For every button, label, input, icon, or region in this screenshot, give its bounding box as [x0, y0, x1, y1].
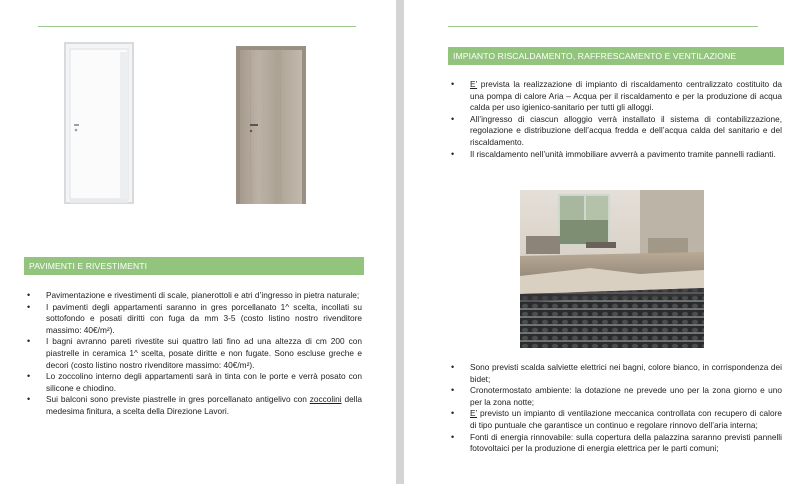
impianto-bullet-list-bottom: [448, 362, 782, 455]
list-item: • I bagni avranno pareti rivestite sui quattro lati fino ad una altezza di cm 200 con piastrelle in ceramica 1^ scelta, posate diritte e non fugate. Sono escluse greche e decori (costo listino nostro rivenditore massimo: 40€/m²).: [24, 336, 362, 371]
list-item: • Lo zoccolino interno degli appartamenti sarà in tinta con le porte e verrà posato con silicone e chiodino.: [24, 371, 362, 394]
pavimenti-bullet-list: [24, 290, 362, 418]
impianto-bullet-list-top: [448, 79, 782, 160]
underfloor-heating-photo: [520, 190, 704, 348]
white-door-icon: [64, 42, 134, 204]
top-rule: [38, 26, 356, 27]
list-item: • Pavimentazione e rivestimenti di scale, pianerottoli e atri d’ingresso in pietra naturale;: [24, 290, 362, 302]
page-gutter: [396, 0, 404, 484]
list-item: • E’ prevista la realizzazione di impianto di riscaldamento centralizzato costituito da una pompa di calore Aria – Acqua per il riscaldamento e per la produzione di acqua calda per uso igienico-sanitario per tutti gli alloggi.: [448, 79, 782, 114]
list-item: • Cronotermostato ambiente: la dotazione ne prevede uno per la zona giorno e uno per la zona notte;: [448, 385, 782, 408]
list-item: • Fonti di energia rinnovabile: sulla copertura della palazzina saranno previsti pannelli fotovoltaici per la produzione di energia elettrica per le parti comuni;: [448, 432, 782, 455]
list-item: • All’ingresso di ciascun alloggio verrà installato il sistema di contabilizzazione, regolazione e distribuzione dell’acqua fredda e dell’acqua calda del sanitario e del riscaldamento.: [448, 114, 782, 149]
section-header-pavimenti: PAVIMENTI E RIVESTIMENTI: [24, 257, 364, 275]
section-header-impianto: IMPIANTO RISCALDAMENTO, RAFFRESCAMENTO E VENTILAZIONE: [448, 47, 784, 65]
list-item: • E’ previsto un impianto di ventilazione meccanica controllata con recupero di calore di tipo puntuale che garantisce un continuo e regolare rinnovo dell’aria interna;: [448, 408, 782, 431]
wood-door-icon: [236, 46, 306, 204]
right-page: [404, 0, 800, 484]
list-item: • Sui balconi sono previste piastrelle in gres porcellanato antigelivo con zoccolini della medesima finitura, a scelta della Direzione Lavori.: [24, 394, 362, 417]
list-item: • Sono previsti scalda salviette elettrici nei bagni, colore bianco, in corrispondenza dei bidet;: [448, 362, 782, 385]
list-item: • Il riscaldamento nell’unità immobiliare avverrà a pavimento tramite pannelli radianti.: [448, 149, 782, 161]
left-page: [0, 0, 396, 484]
list-item: • I pavimenti degli appartamenti saranno in gres porcellanato 1^ scelta, incollati su sottofondo e posati diritti con fuga da mm 3-5 (costo listino nostro rivenditore massimo: 40€/m²).: [24, 302, 362, 337]
top-rule: [448, 26, 758, 27]
